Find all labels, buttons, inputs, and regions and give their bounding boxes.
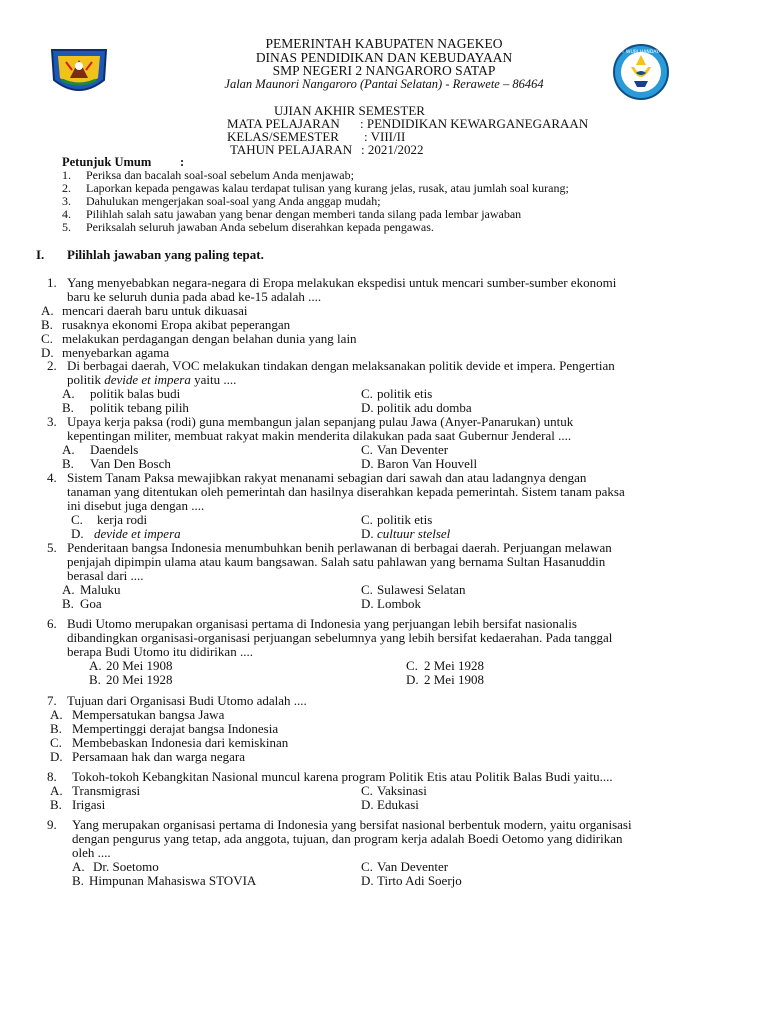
question-number-4: 4. bbox=[47, 470, 57, 485]
instruction-text-5: Periksalah seluruh jawaban Anda sebelum diserahkan kepada pengawas. bbox=[86, 220, 434, 234]
q6-option-a: 20 Mei 1908 bbox=[106, 658, 173, 673]
question-text-7: Tujuan dari Organisasi Budi Utomo adalah .... bbox=[67, 693, 307, 708]
instruction-text-1: Periksa dan bacalah soal-soal sebelum Anda menjawab; bbox=[86, 168, 354, 182]
q3-option-c: Van Deventer bbox=[377, 442, 449, 457]
subject-value: : PENDIDIKAN KEWARGANEGARAAN bbox=[360, 116, 589, 131]
question-number-5: 5. bbox=[47, 540, 57, 555]
q5-option-d: Lombok bbox=[377, 596, 422, 611]
q8-option-b: Irigasi bbox=[72, 797, 106, 812]
subject-label: MATA PELAJARAN bbox=[227, 116, 340, 131]
q3-option-a-key: A. bbox=[62, 442, 75, 457]
q9-option-c: Van Deventer bbox=[377, 859, 449, 874]
exam-title: UJIAN AKHIR SEMESTER bbox=[274, 103, 425, 118]
q7-option-a-key: A. bbox=[50, 707, 63, 722]
question-text-9-line-3: oleh .... bbox=[72, 845, 111, 860]
q9-option-c-key: C. bbox=[361, 859, 373, 874]
q1-option-b: rusaknya ekonomi Eropa akibat peperangan bbox=[62, 317, 291, 332]
q5-option-c-key: C. bbox=[361, 582, 373, 597]
instruction-num-5: 5. bbox=[62, 220, 71, 234]
q4-option-2-key: D. bbox=[71, 526, 84, 541]
q3-option-c-key: C. bbox=[361, 442, 373, 457]
year-label: TAHUN PELAJARAN bbox=[230, 142, 353, 157]
instructions-colon: : bbox=[180, 155, 185, 169]
q5-option-b: Goa bbox=[80, 596, 102, 611]
q7-option-d-key: D. bbox=[50, 749, 63, 764]
q2-text-italic: devide et impera bbox=[104, 372, 191, 387]
question-text-2-line-1: Di berbagai daerah, VOC melakukan tindakan dengan melaksanakan politik devide et impera. Pengertian bbox=[67, 358, 615, 373]
q2-option-d-key: D. bbox=[361, 400, 374, 415]
q2-option-b: politik tebang pilih bbox=[90, 400, 189, 415]
q4-option-2: devide et impera bbox=[94, 526, 181, 541]
q6-option-b-key: B. bbox=[89, 672, 101, 687]
q1-option-b-key: B. bbox=[41, 317, 53, 332]
q4-option-3-key: C. bbox=[361, 512, 373, 527]
year-value: : 2021/2022 bbox=[361, 142, 424, 157]
question-text-3-line-2: kepentingan militer, membuat rakyat makin menderita dilakukan pada saat Gubernur Jenderal .... bbox=[67, 428, 572, 443]
q1-option-d-key: D. bbox=[41, 345, 54, 360]
instruction-num-1: 1. bbox=[62, 168, 71, 182]
q4-option-1-key: C. bbox=[71, 512, 83, 527]
q8-option-c-key: C. bbox=[361, 783, 373, 798]
section-title: Pilihlah jawaban yang paling tepat. bbox=[67, 247, 264, 262]
q3-option-a: Daendels bbox=[90, 442, 139, 457]
q7-option-b-key: B. bbox=[50, 721, 62, 736]
question-text-1-line-2: baru ke seluruh dunia pada abad ke-15 adalah .... bbox=[67, 289, 322, 304]
question-text-6-line-2: dibandingkan organisasi-organisasi perjuangan sebelumnya yang lebih bersifat kedaerahan. Pada tanggal bbox=[67, 630, 613, 645]
question-number-9: 9. bbox=[47, 817, 57, 832]
q1-option-c-key: C. bbox=[41, 331, 53, 346]
question-text-6-line-1: Budi Utomo merupakan organisasi pertama di Indonesia yang perjuangan lebih bersifat nasionalis bbox=[67, 616, 577, 631]
q4-option-1: kerja rodi bbox=[97, 512, 148, 527]
instruction-text-2: Laporkan kepada pengawas kalau terdapat tulisan yang kurang jelas, rusak, atau jumlah soal kurang; bbox=[86, 181, 569, 195]
q2-option-c: politik etis bbox=[377, 386, 433, 401]
instruction-num-2: 2. bbox=[62, 181, 71, 195]
question-text-2-line-2 bbox=[67, 373, 236, 387]
question-text-4-line-3: ini disebut juga dengan .... bbox=[67, 498, 205, 513]
header-address: Jalan Maunori Nangaroro (Pantai Selatan) - Rerawete – 86464 bbox=[224, 77, 544, 91]
q5-option-a: Maluku bbox=[80, 582, 121, 597]
q8-option-d-key: D. bbox=[361, 797, 374, 812]
q9-option-d-key: D. bbox=[361, 873, 374, 888]
q8-option-d: Edukasi bbox=[377, 797, 419, 812]
question-number-8: 8. bbox=[47, 769, 57, 784]
q4-option-3: politik etis bbox=[377, 512, 433, 527]
q8-option-a-key: A. bbox=[50, 783, 63, 798]
q8-option-a: Transmigrasi bbox=[72, 783, 141, 798]
instruction-num-4: 4. bbox=[62, 207, 71, 221]
q2-option-a-key: A. bbox=[62, 386, 75, 401]
q7-option-d: Persamaan hak dan warga negara bbox=[72, 749, 246, 764]
q9-option-b-key: B. bbox=[72, 873, 84, 888]
question-text-4-line-1: Sistem Tanam Paksa mewajibkan rakyat menanami sebagian dari sawah dan atau ladangnya dengan bbox=[67, 470, 587, 485]
q3-option-b: Van Den Bosch bbox=[90, 456, 171, 471]
q6-option-a-key: A. bbox=[89, 658, 102, 673]
q2-text-pre: politik bbox=[67, 372, 105, 387]
section-number: I. bbox=[36, 247, 45, 262]
q5-option-b-key: B. bbox=[62, 596, 74, 611]
q3-option-d: Baron Van Houvell bbox=[377, 456, 478, 471]
q6-option-b: 20 Mei 1928 bbox=[106, 672, 173, 687]
question-text-6-line-3: berapa Budi Utomo itu didirikan .... bbox=[67, 644, 253, 659]
q9-option-b: Himpunan Mahasiswa STOVIA bbox=[89, 873, 257, 888]
q1-option-a: mencari daerah baru untuk dikuasai bbox=[62, 303, 248, 318]
class-value: : VIII/II bbox=[364, 129, 406, 144]
q7-option-b: Mempertinggi derajat bangsa Indonesia bbox=[72, 721, 279, 736]
header-line-3: SMP NEGERI 2 NANGARORO SATAP bbox=[272, 63, 496, 78]
instruction-text-3: Dahulukan mengerjakan soal-soal yang Anda anggap mudah; bbox=[86, 194, 381, 208]
question-number-1: 1. bbox=[47, 275, 57, 290]
q7-option-c-key: C. bbox=[50, 735, 62, 750]
class-label: KELAS/SEMESTER bbox=[227, 129, 339, 144]
question-number-7: 7. bbox=[47, 693, 57, 708]
question-text-8: Tokoh-tokoh Kebangkitan Nasional muncul karena program Politik Etis atau Politik Balas Budi yaitu.... bbox=[72, 769, 613, 784]
q9-option-d: Tirto Adi Soerjo bbox=[377, 873, 462, 888]
question-text-5-line-1: Penderitaan bangsa Indonesia menumbuhkan benih perlawanan di berbagai daerah. Perjuangan melawan bbox=[67, 540, 612, 555]
q9-option-a: Dr. Soetomo bbox=[93, 859, 159, 874]
logo-ring-text: TUT WURI HANDAYANI bbox=[615, 50, 667, 55]
question-text-1-line-1: Yang menyebabkan negara-negara di Eropa melakukan ekspedisi untuk mencari sumber-sumber ekonomi bbox=[67, 275, 617, 290]
q4-option-4: cultuur stelsel bbox=[377, 526, 451, 541]
q1-option-a-key: A. bbox=[41, 303, 54, 318]
q7-option-a: Mempersatukan bangsa Jawa bbox=[72, 707, 225, 722]
q6-option-c-key: C. bbox=[406, 658, 418, 673]
instructions-heading: Petunjuk Umum bbox=[62, 155, 152, 169]
q5-option-c: Sulawesi Selatan bbox=[377, 582, 466, 597]
q3-option-d-key: D. bbox=[361, 456, 374, 471]
q7-option-c: Membebaskan Indonesia dari kemiskinan bbox=[72, 735, 289, 750]
q6-option-d: 2 Mei 1908 bbox=[424, 672, 484, 687]
q6-option-c: 2 Mei 1928 bbox=[424, 658, 484, 673]
q8-option-b-key: B. bbox=[50, 797, 62, 812]
question-text-9-line-1: Yang merupakan organisasi pertama di Indonesia yang bersifat nasional berbentuk modern, yaitu organisasi bbox=[72, 817, 632, 832]
q6-option-d-key: D. bbox=[406, 672, 419, 687]
instruction-num-3: 3. bbox=[62, 194, 71, 208]
q2-option-a: politik balas budi bbox=[90, 386, 181, 401]
q1-option-c: melakukan perdagangan dengan belahan dunia yang lain bbox=[62, 331, 357, 346]
q3-option-b-key: B. bbox=[62, 456, 74, 471]
header-line-1: PEMERINTAH KABUPATEN NAGEKEO bbox=[265, 36, 503, 51]
q2-option-b-key: B. bbox=[62, 400, 74, 415]
question-text-5-line-2: penjajah dipimpin ulama atau kaum bangsawan. Salah satu pahlawan yang bernama Sultan Hasanuddin bbox=[67, 554, 606, 569]
question-number-6: 6. bbox=[47, 616, 57, 631]
q2-text-post: yaitu .... bbox=[190, 372, 237, 387]
question-text-5-line-3: berasal dari .... bbox=[67, 568, 144, 583]
header-line-2: DINAS PENDIDIKAN DAN KEBUDAYAAN bbox=[255, 50, 513, 65]
question-text-3-line-1: Upaya kerja paksa (rodi) guna membangun jalan sepanjang pulau Jawa (Anyer-Panarukan) untuk bbox=[67, 414, 574, 429]
question-number-3: 3. bbox=[47, 414, 57, 429]
q4-option-4-key: D. bbox=[361, 526, 374, 541]
q5-option-d-key: D. bbox=[361, 596, 374, 611]
q8-option-c: Vaksinasi bbox=[377, 783, 427, 798]
q1-option-d: menyebarkan agama bbox=[62, 345, 170, 360]
instruction-text-4: Pilihlah salah satu jawaban yang benar dengan memberi tanda silang pada lembar jawaban bbox=[86, 207, 522, 221]
question-text-9-line-2: dengan pengurus yang tetap, ada anggota, tujuan, dan program kerja adalah Boedi Oetomo yang didirikan bbox=[72, 831, 623, 846]
question-text-4-line-2: tanaman yang ditentukan oleh pemerintah dan hasilnya diserahkan kepada pemerintah. Sistem tanam paksa bbox=[67, 484, 625, 499]
question-number-2: 2. bbox=[47, 358, 57, 373]
q5-option-a-key: A. bbox=[62, 582, 75, 597]
q9-option-a-key: A. bbox=[72, 859, 85, 874]
q2-option-d: politik adu domba bbox=[377, 400, 472, 415]
q2-option-c-key: C. bbox=[361, 386, 373, 401]
